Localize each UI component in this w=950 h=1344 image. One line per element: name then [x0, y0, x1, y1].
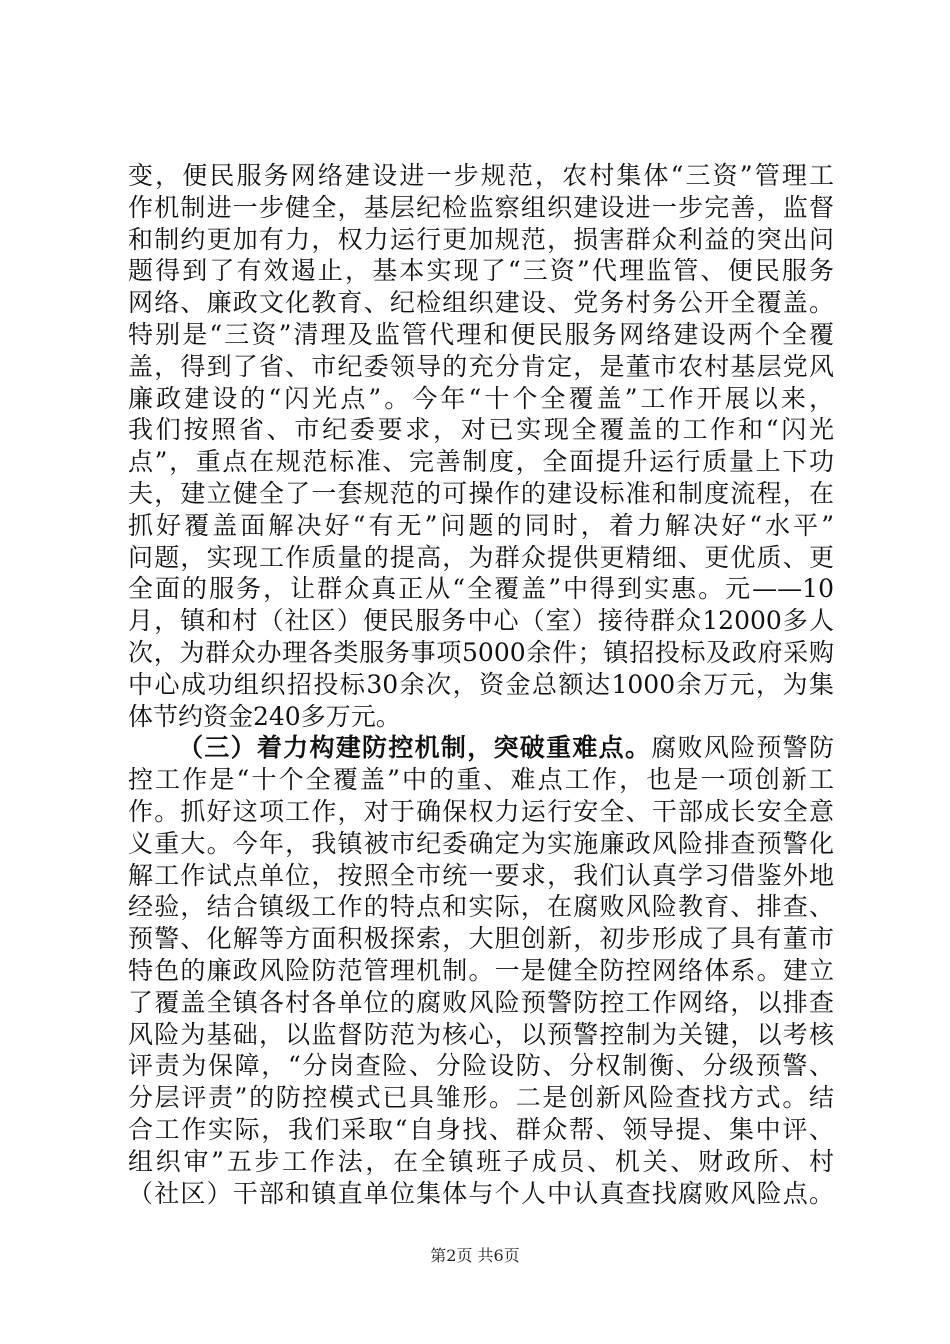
paragraph-1: [128, 160, 834, 732]
text-line: 和制约更加有力，权力运行更加规范，损害群众利益的突出问: [128, 224, 834, 254]
text-line: 变，便民服务网络建设进一步规范，农村集体“三资”管理工: [128, 161, 834, 190]
text-line: 义重大。今年，我镇被市纪委确定为实施廉政风险排查预警化: [128, 828, 834, 858]
text-line: 了覆盖全镇各村各单位的腐败风险预警防控工作网络，以排查: [128, 987, 834, 1017]
text-line: 点”，重点在规范标准、完善制度，全面提升运行质量上下功: [128, 447, 834, 477]
text-line: 我们按照省、市纪委要求，对已实现全覆盖的工作和“闪光: [128, 415, 834, 445]
text-line: 预警、化解等方面积极探索，大胆创新，初步形成了具有董市: [128, 924, 834, 954]
text-line: 问题，实现工作质量的提高，为群众提供更精细、更优质、更: [128, 542, 834, 572]
text-line: 特色的廉政风险防范管理机制。一是健全防控网络体系。建立: [128, 955, 834, 985]
text-line: 次，为群众办理各类服务事项5000余件；镇招投标及政府采购: [128, 637, 834, 667]
text-line: （社区）干部和镇直单位集体与个人中认真查找腐败风险点。: [128, 1178, 834, 1208]
text-line: 作机制进一步健全，基层纪检监察组织建设进一步完善，监督: [128, 192, 834, 222]
section-heading: （三）着力构建防控机制，突破重难点。: [178, 733, 652, 763]
text-line: 题得到了有效遏止，基本实现了“三资”代理监管、便民服务: [128, 256, 834, 286]
text-line: 作。抓好这项工作，对于确保权力运行安全、干部成长安全意: [128, 796, 834, 826]
page-number-footer: 第2页 共6页: [430, 1246, 520, 1265]
text-line: 分层评责”的防控模式已具雏形。二是创新风险查找方式。结: [128, 1083, 834, 1113]
paragraph-2: [128, 732, 834, 1209]
text-line: 月，镇和村（社区）便民服务中心（室）接待群众12000多人: [128, 606, 834, 636]
text-line: 合工作实际，我们采取“自身找、群众帮、领导提、集中评、: [128, 1114, 834, 1144]
paragraph-2-first-line: [128, 732, 834, 764]
text-line: 中心成功组织招投标30余次，资金总额达1000余万元，为集: [128, 669, 834, 699]
body-text: [128, 160, 834, 1209]
text-line: 经验，结合镇级工作的特点和实际，在腐败风险教育、排查、: [128, 892, 834, 922]
text-line: 体节约资金240多万元。: [128, 701, 401, 731]
text-line: 夫，建立健全了一套规范的可操作的建设标准和制度流程，在: [128, 478, 834, 508]
text-line: 全面的服务，让群众真正从“全覆盖”中得到实惠。元——10: [128, 574, 834, 604]
text-line: 控工作是“十个全覆盖”中的重、难点工作，也是一项创新工: [128, 765, 834, 795]
text-line: 特别是“三资”清理及监管代理和便民服务网络建设两个全覆: [128, 319, 834, 349]
text-line: 解工作试点单位，按照全市统一要求，我们认真学习借鉴外地: [128, 860, 834, 890]
text-line: 组织审”五步工作法，在全镇班子成员、机关、财政所、村: [128, 1146, 834, 1176]
text-line: 盖，得到了省、市纪委领导的充分肯定，是董市农村基层党风: [128, 351, 834, 381]
text-line: 网络、廉政文化教育、纪检组织建设、党务村务公开全覆盖。: [128, 288, 834, 318]
text-line: 廉政建设的“闪光点”。今年“十个全覆盖”工作开展以来，: [128, 383, 834, 413]
heading-continuation: 腐败风险预警防: [651, 733, 834, 763]
text-line: 抓好覆盖面解决好“有无”问题的同时，着力解决好“水平”: [128, 510, 834, 540]
text-line: 风险为基础，以监督防范为核心，以预警控制为关键，以考核: [128, 1019, 834, 1049]
text-line: 评责为保障，“分岗查险、分险设防、分权制衡、分级预警、: [128, 1051, 834, 1081]
